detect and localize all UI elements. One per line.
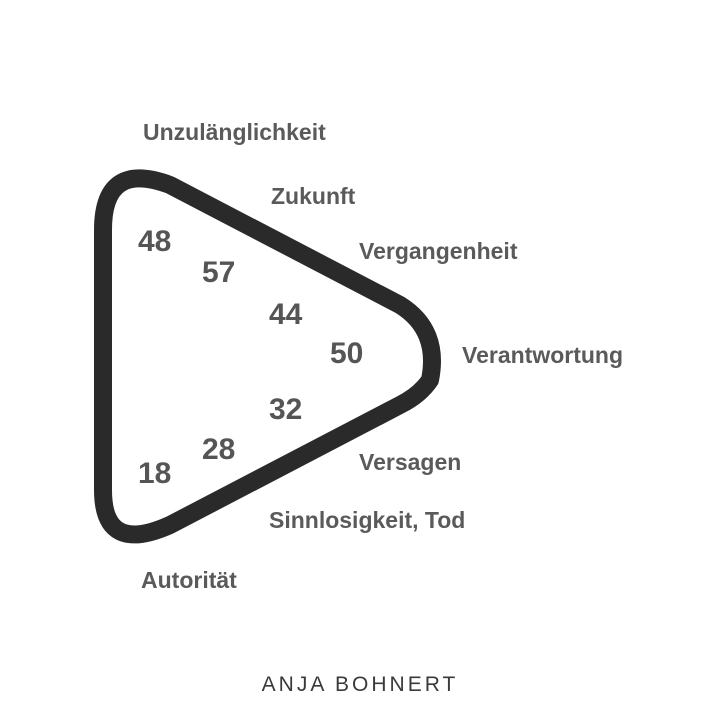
label-unzulaenglichkeit: Unzulänglichkeit (143, 119, 326, 145)
value-verantwortung: 50 (330, 337, 364, 370)
value-zukunft: 57 (202, 256, 236, 289)
brand-logo: ANJA BOHNERT (261, 673, 459, 696)
value-autoritaet: 18 (138, 457, 172, 490)
label-sinnlosigkeit-tod: Sinnlosigkeit, Tod (269, 507, 466, 533)
value-unzulaenglichkeit: 48 (138, 225, 172, 258)
value-sinnlosigkeit: 28 (202, 433, 236, 466)
value-versagen: 32 (269, 393, 303, 426)
label-autoritaet: Autorität (141, 567, 237, 593)
label-verantwortung: Verantwortung (462, 342, 624, 368)
label-vergangenheit: Vergangenheit (359, 238, 518, 264)
label-zukunft: Zukunft (271, 183, 356, 209)
label-versagen: Versagen (359, 449, 462, 475)
value-vergangenheit: 44 (269, 298, 303, 331)
